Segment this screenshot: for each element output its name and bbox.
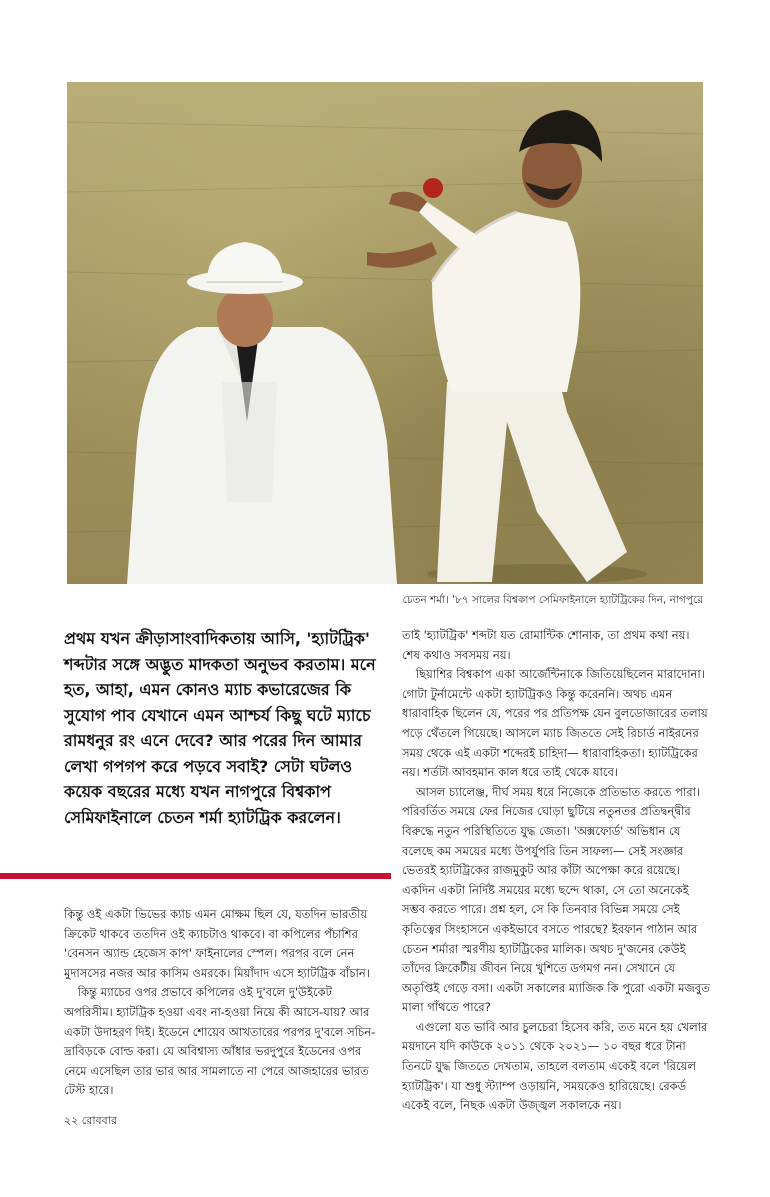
right-column <box>402 626 710 1116</box>
left-paragraph-2: কিন্তু ম্যাচের ওপর প্রভাবে কপিলের ওই দু'বলে দু'উইকেট অপরিসীম। হ্যাটট্রিক হওয়া এবং না-হওয়া নিয়ে কী আসে-যায়? আর একটা উদাহরণ দিই। ইডেনে শোয়েব আখতারের পরপর দু'বলে সচিন-দ্রাবিড়কে বোল্ড করা। যে অবিশ্বাস্য আঁধার ভরদুপুরে ইডেনের ওপর নেমে এসেছিল তার ভার আর সামলাতে না পেরে আজহারের ভারত টেস্ট হারে। <box>64 985 376 1098</box>
cricket-bowler-and-umpire-photo <box>67 82 703 584</box>
photo-caption: চেতন শর্মা। '৮৭ সালের বিশ্বকাপ সেমিফাইনালে হ্যাটট্রিকের দিন, নাগপুরে <box>402 594 703 606</box>
left-column <box>64 905 382 1101</box>
lead-paragraph: প্রথম যখন ক্রীড়াসাংবাদিকতায় আসি, 'হ্যাটট্রিক' শব্দটার সঙ্গে অদ্ভুত মাদকতা অনুভব করতাম। মনে হত, আহা, এমন কোনও ম্যাচ কভারেজের কি সুযোগ পাব যেখানে এমন আশ্চর্য কিছু ঘটে ম্যাচে রামধনুর রং এনে দেবে? আর পরের দিন আমার লেখা গপগপ করে পড়বে সবাই? সেটা ঘটলও কয়েক বছরের মধ্যে যখন নাগপুরে বিশ্বকাপ সেমিফাইনালে চেতন শর্মা হ্যাটট্রিক করলেন। <box>64 629 376 827</box>
right-paragraph-3: আসল চ্যালেঞ্জ, দীর্ঘ সময় ধরে নিজেকে প্রতিভাত করতে পারা। পরিবর্তিত সময়ে ফের নিজের ঘোড়া ছুটিয়ে নতুনতর প্রতিদ্বন্দ্বীর বিরুদ্ধে নতুন পরিস্থিতিতে যুদ্ধ জেতা। 'অক্সফোর্ড' অভিধান যে বলেছে কম সময়ের মধ্যে উপর্যুপরি তিন সাফল্য— সেই সংজ্ঞার ভেতরই হ্যাটট্রিকের রাজমুকুট আর কাঁটা অপেক্ষা করে রয়েছে। একদিন একটা নির্দিষ্ট সময়ের মধ্যে ছন্দে থাকা, সে তো অনেকেই সম্ভব করতে পারে। প্রশ্ন হল, সে কি তিনবার বিভিন্ন সময়ে সেই কৃতিত্বের সিংহাসনে একইভাবে বসতে পারছে? ইরফান পাঠান আর চেতন শর্মারা স্মরণীয় হ্যাটট্রিকের মালিক। অথচ দু'জনের কেউই তাঁদের ক্রিকেটীয় জীবন নিয়ে খুশিতে ডগমগ নন। সেখানে যে অতৃপ্তিই গেড়ে বসা। একটা সকালের ম্যাজিক কি পুরো একটা মজবুত মালা গাঁথতে পারে? <box>402 784 710 1015</box>
cricket-photo <box>67 82 703 584</box>
red-divider <box>0 873 391 879</box>
right-paragraph-1: তাই 'হ্যাটট্রিক' শব্দটা যত রোমান্টিক শোনাক, তা প্রথম কথা নয়। শেষ কথাও সবসময় নয়। <box>402 628 690 662</box>
page-folio: ২২ রোববার <box>64 1114 117 1127</box>
right-paragraph-4: এগুলো যত ভাবি আর চুলচেরা হিসেব করি, তত মনে হয় খেলার ময়দানে যদি কাউকে ২০১১ থেকে ২০২১— ১০ বছর ধরে টানা তিনটে যুদ্ধ জিততে দেখতাম, তাহলে বলতাম একেই বলে 'রিয়েল হ্যাটট্রিক'। যা শুধু স্ট্যাম্প ওড়ায়নি, সময়কেও হারিয়েছে। রেকর্ড একেই বলে, নিছক একটা উজ্জ্বল সকালকে নয়। <box>402 1019 708 1113</box>
right-paragraph-2: ছিয়াশির বিশ্বকাপ একা আর্জেন্টিনাকে জিতিয়েছিলেন মারাদোনা। গোটা টুর্নামেন্টে একটা হ্যাটট্রিকও কিন্তু করেননি। অথচ এমন ধারাবাহিক ছিলেন যে, পরের পর প্রতিপক্ষ যেন বুলডোজারের তলায় পড়ে থেঁতলে গিয়েছে। আসলে ম্যাচ জিততে সেই রিচার্ড নাইরনের সময় থেকে এই একটা শব্দেরই চাহিদা— ধারাবাহিকতা। হ্যাটট্রিকের নয়। শর্তটা আবহমান কাল ধরে তাই থেকে যাবে। <box>402 667 708 780</box>
left-paragraph-1: কিন্তু ওই একটা ভিভের ক্যাচ এমন মোক্ষম ছিল যে, যতদিন ভারতীয় ক্রিকেট থাকবে ততদিন ওই ক্যাচটাও থাকবে। বা কপিলের পঁচাশির 'বেনসন অ্যান্ড হেজেস কাপ' ফাইনালের স্পেল। পরপর বলে নেন মুদাসসের নজর আর কাসিম ওমরকে। মিয়াঁদাদ এসে হ্যাটট্রিক বাঁচান। <box>64 907 370 980</box>
